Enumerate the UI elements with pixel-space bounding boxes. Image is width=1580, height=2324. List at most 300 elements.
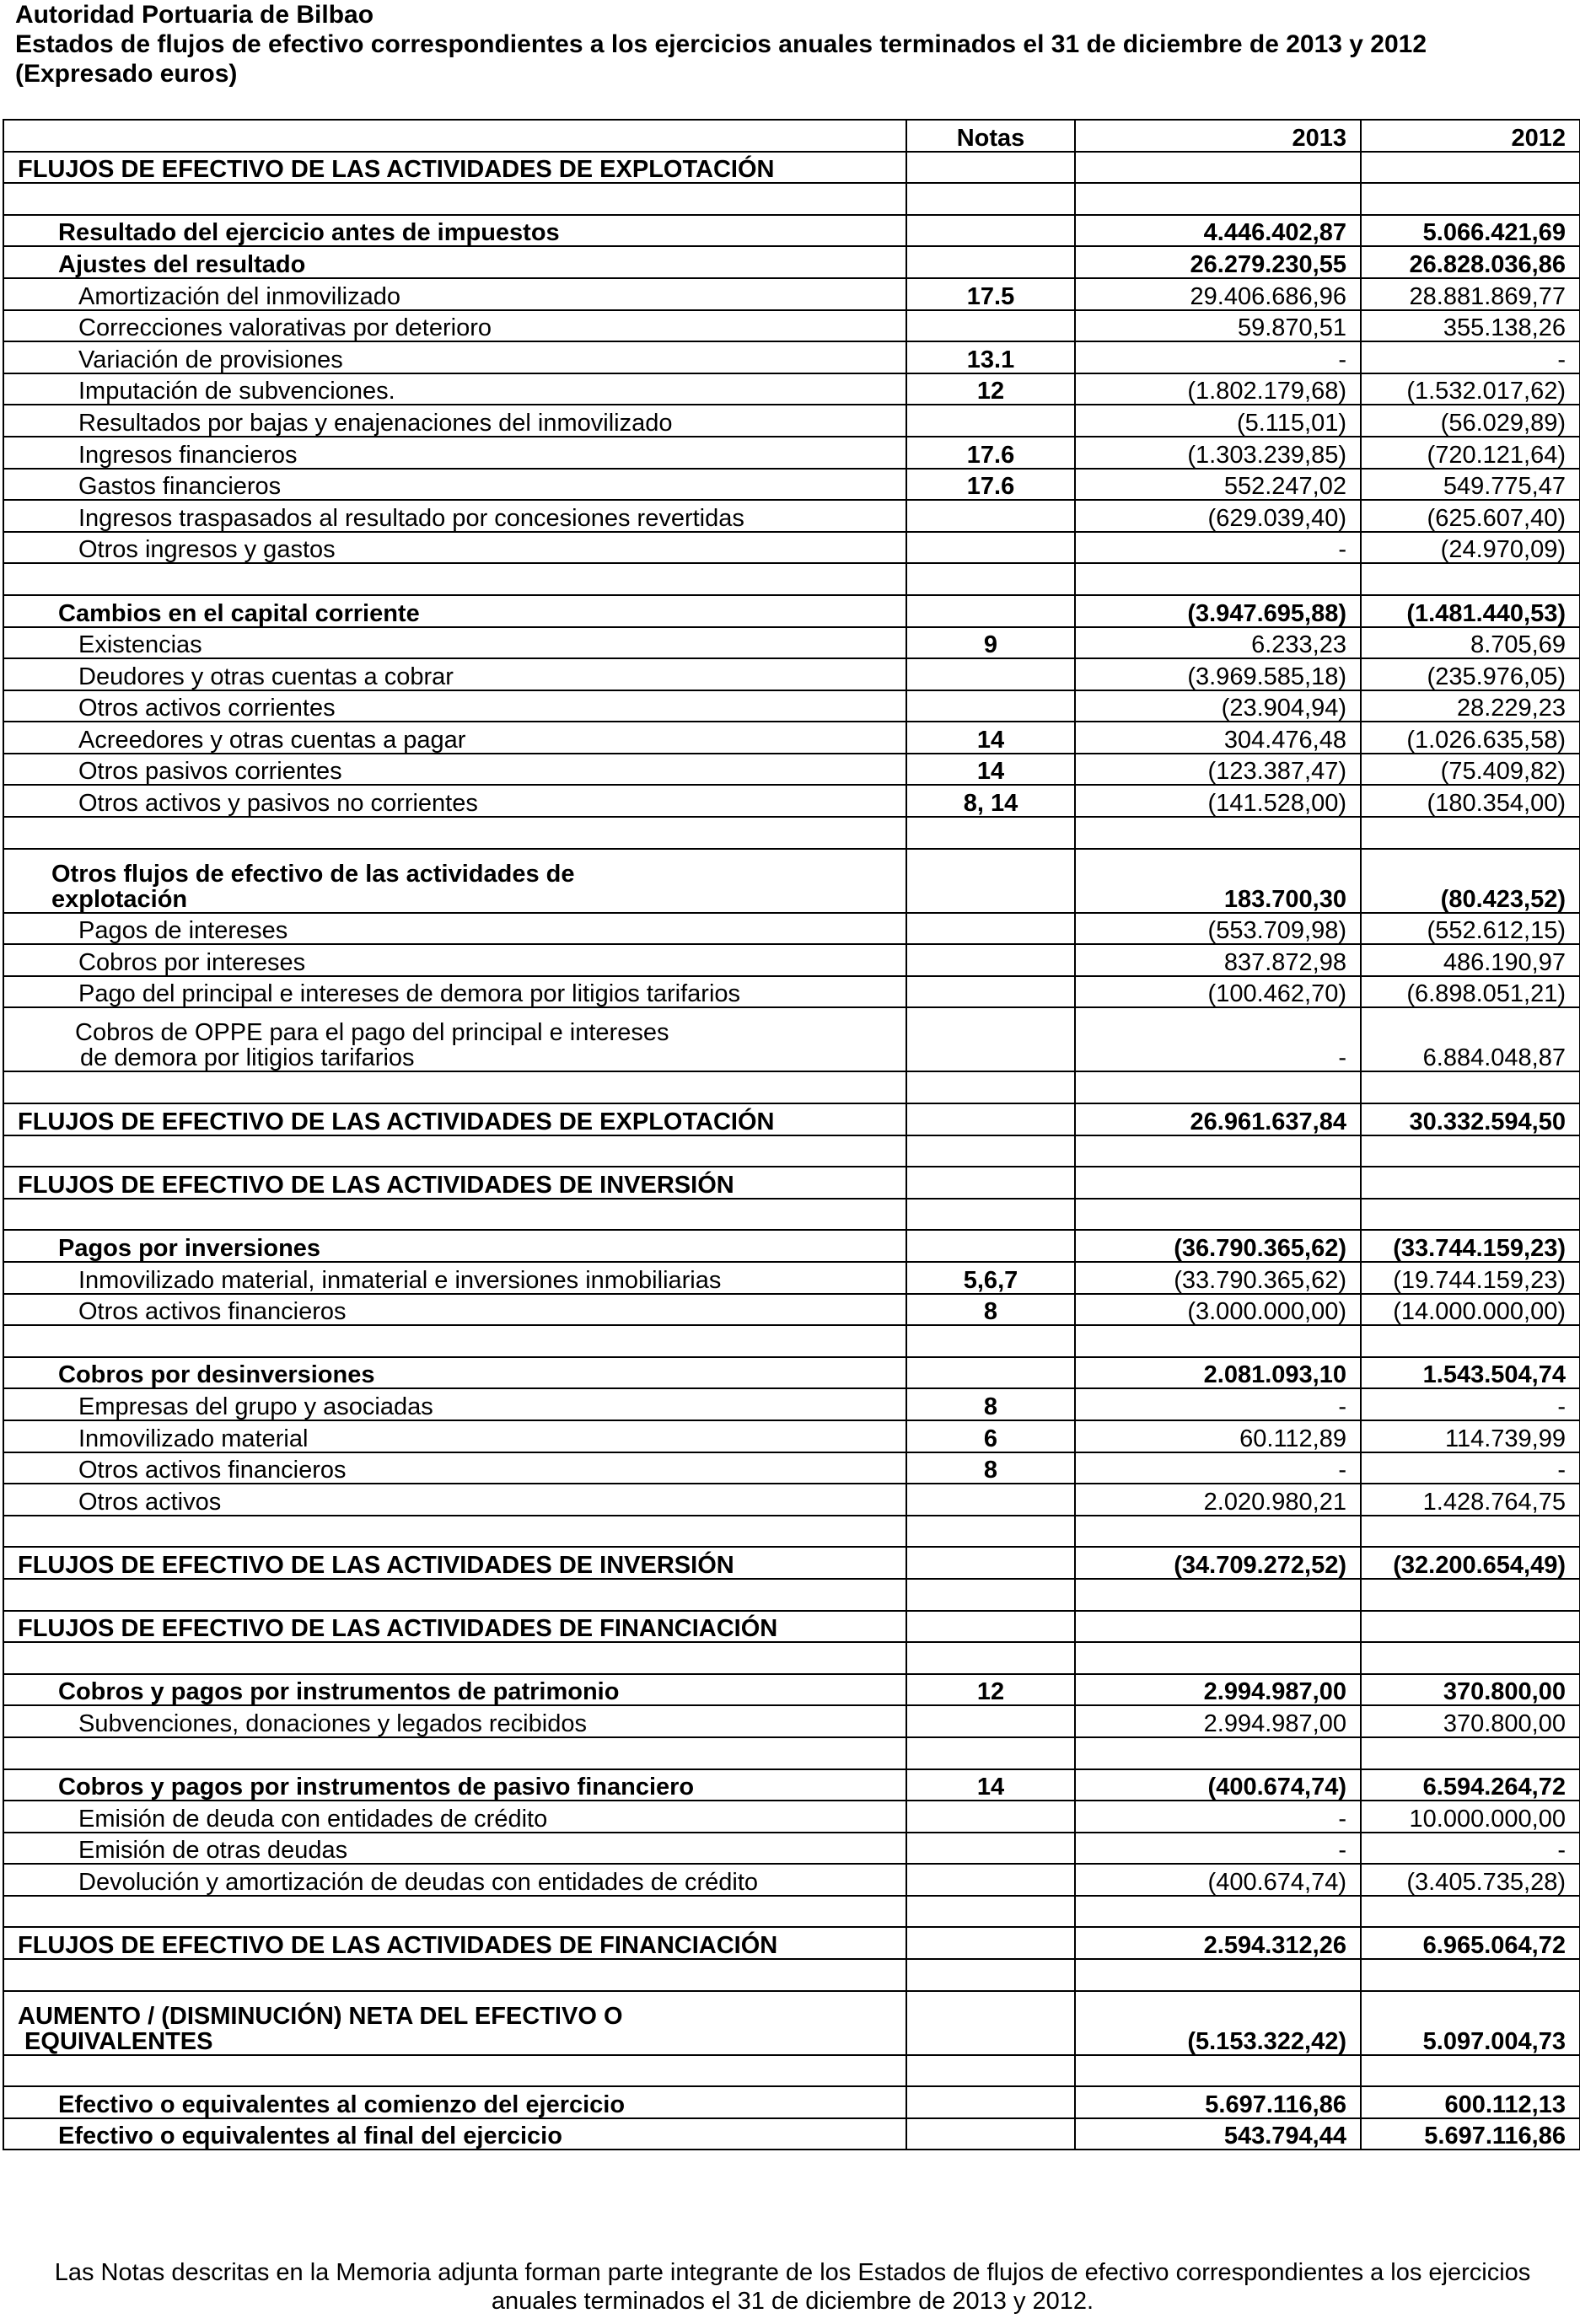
row-value-2013: (3.969.585,18) [1075,658,1361,690]
row-label-line1: AUMENTO / (DISMINUCIÓN) NETA DEL EFECTIVO O [18,2002,623,2030]
blank-row [3,1579,1580,1611]
row-value-2012: 28.229,23 [1361,690,1580,722]
row-value-2013 [1075,183,1361,215]
blank-row [3,1737,1580,1769]
row-notas [906,1007,1075,1071]
header-label-cell [3,120,906,152]
row-label: Devolución y amortización de deudas con entidades de crédito [3,1864,906,1896]
table-row [3,1674,1580,1706]
row-notas: 9 [906,627,1075,659]
row-value-2012 [1361,1959,1580,1991]
table-row [3,1230,1580,1262]
row-label [3,817,906,849]
row-label [3,1737,906,1769]
row-value-2012 [1361,1071,1580,1103]
row-notas [906,976,1075,1008]
row-label: FLUJOS DE EFECTIVO DE LAS ACTIVIDADES DE FINANCIACIÓN [3,1927,906,1959]
row-label: Emisión de otras deudas [3,1833,906,1865]
row-value-2013: 2.081.093,10 [1075,1357,1361,1389]
table-row [3,785,1580,817]
row-value-2012: (180.354,00) [1361,785,1580,817]
table-row [3,1864,1580,1896]
table-row [3,1547,1580,1579]
table-row [3,246,1580,278]
row-notas [906,2086,1075,2118]
blank-row [3,1135,1580,1167]
row-notas [906,1737,1075,1769]
blank-row [3,1325,1580,1357]
table-row [3,152,1580,184]
row-notas [906,1199,1075,1231]
row-label [3,1325,906,1357]
row-value-2012: (56.029,89) [1361,405,1580,437]
row-label: Otros activos corrientes [3,690,906,722]
row-value-2013: (1.802.179,68) [1075,373,1361,405]
row-label [3,2055,906,2087]
row-value-2012: 1.543.504,74 [1361,1357,1580,1389]
row-value-2013: (553.709,98) [1075,913,1361,945]
row-value-2013: (3.947.695,88) [1075,595,1361,627]
row-value-2013: (629.039,40) [1075,500,1361,532]
row-notas: 8 [906,1452,1075,1484]
row-notas [906,1167,1075,1199]
row-value-2012: (6.898.051,21) [1361,976,1580,1008]
row-notas [906,1230,1075,1262]
row-value-2013: 552.247,02 [1075,469,1361,501]
table-row [3,532,1580,564]
row-notas: 14 [906,754,1075,786]
row-value-2013: (141.528,00) [1075,785,1361,817]
row-value-2012 [1361,2055,1580,2087]
row-value-2012 [1361,152,1580,184]
table-row [3,2118,1580,2150]
blank-row [3,563,1580,595]
row-label-line2: de demora por litigios tarifarios [80,1044,415,1072]
row-notas: 12 [906,373,1075,405]
table-row [3,913,1580,945]
row-label [3,563,906,595]
row-value-2013: 183.700,30 [1075,849,1361,913]
row-value-2012: 28.881.869,77 [1361,278,1580,310]
row-notas [906,1896,1075,1928]
table-row [3,690,1580,722]
row-label [3,1071,906,1103]
row-label: Pagos de intereses [3,913,906,945]
row-value-2012: 26.828.036,86 [1361,246,1580,278]
row-value-2012: 6.594.264,72 [1361,1769,1580,1801]
table-row [3,1769,1580,1801]
row-label-line2: explotación [51,885,188,913]
row-notas: 8 [906,1294,1075,1326]
row-notas [906,1579,1075,1611]
row-label: Cambios en el capital corriente [3,595,906,627]
row-label [3,1991,906,2055]
row-label: FLUJOS DE EFECTIVO DE LAS ACTIVIDADES DE EXPLOTACIÓN [3,152,906,184]
row-label: Existencias [3,627,906,659]
row-value-2013: - [1075,1833,1361,1865]
row-notas [906,1864,1075,1896]
row-label [3,1007,906,1071]
row-value-2012: 6.965.064,72 [1361,1927,1580,1959]
blank-row [3,1516,1580,1548]
row-value-2012: (24.970,09) [1361,532,1580,564]
row-value-2012: 5.066.421,69 [1361,215,1580,247]
table-row [3,976,1580,1008]
row-value-2012: - [1361,341,1580,373]
table-row [3,341,1580,373]
row-value-2012: 5.097.004,73 [1361,1991,1580,2055]
row-value-2013: 2.994.987,00 [1075,1705,1361,1737]
row-notas [906,849,1075,913]
row-value-2012 [1361,1167,1580,1199]
row-label: Efectivo o equivalentes al final del ejercicio [3,2118,906,2150]
row-notas [906,1484,1075,1516]
row-value-2012: (1.481.440,53) [1361,595,1580,627]
row-value-2013: - [1075,341,1361,373]
row-value-2012: (720.121,64) [1361,437,1580,469]
row-value-2013: - [1075,1007,1361,1071]
row-label [3,1896,906,1928]
entity-name: Autoridad Portuaria de Bilbao [15,1,374,29]
table-row [3,373,1580,405]
blank-row [3,1896,1580,1928]
row-value-2012 [1361,817,1580,849]
row-value-2013: - [1075,532,1361,564]
row-notas [906,1357,1075,1389]
header-year-2012: 2012 [1361,120,1580,152]
table-row [3,2086,1580,2118]
row-value-2012: 486.190,97 [1361,944,1580,976]
header-notas: Notas [906,120,1075,152]
row-value-2013 [1075,817,1361,849]
row-value-2013: (1.303.239,85) [1075,437,1361,469]
row-value-2013 [1075,1135,1361,1167]
row-notas [906,1611,1075,1643]
row-label [3,1579,906,1611]
row-label: Otros ingresos y gastos [3,532,906,564]
row-notas [906,1705,1075,1737]
row-notas [906,817,1075,849]
footnote: Las Notas descritas en la Memoria adjunta forman parte integrante de los Estados de flujos de efectivo correspondientes a los ejercicios anuales terminados el 31 de diciembre de 2013 y 2012. [54,2259,1531,2315]
row-value-2013: (5.115,01) [1075,405,1361,437]
blank-row [3,1959,1580,1991]
row-value-2013: (400.674,74) [1075,1864,1361,1896]
row-value-2012: (33.744.159,23) [1361,1230,1580,1262]
table-row [3,437,1580,469]
row-value-2012: (235.976,05) [1361,658,1580,690]
row-notas [906,1103,1075,1135]
row-value-2013: (400.674,74) [1075,1769,1361,1801]
row-notas [906,532,1075,564]
table-row [3,310,1580,342]
row-label: Pago del principal e intereses de demora por litigios tarifarios [3,976,906,1008]
row-value-2013: 543.794,44 [1075,2118,1361,2150]
row-value-2012 [1361,1896,1580,1928]
row-label [3,183,906,215]
row-notas [906,944,1075,976]
row-value-2013: (3.000.000,00) [1075,1294,1361,1326]
row-label: Pagos por inversiones [3,1230,906,1262]
row-value-2013: (34.709.272,52) [1075,1547,1361,1579]
table-row [3,1927,1580,1959]
row-label: Resultado del ejercicio antes de impuestos [3,215,906,247]
table-row [3,595,1580,627]
header-year-2013: 2013 [1075,120,1361,152]
row-label: Amortización del inmovilizado [3,278,906,310]
row-label: Variación de provisiones [3,341,906,373]
row-value-2012: 600.112,13 [1361,2086,1580,2118]
statement-title: Estados de flujos de efectivo correspondientes a los ejercicios anuales terminados el 31 de diciembre de 2013 y 2012 [15,30,1427,58]
row-value-2013 [1075,1516,1361,1548]
row-notas: 14 [906,722,1075,754]
row-notas [906,183,1075,215]
row-label [3,1199,906,1231]
row-value-2013: (36.790.365,62) [1075,1230,1361,1262]
row-label: Imputación de subvenciones. [3,373,906,405]
table-row [3,722,1580,754]
row-value-2013: 5.697.116,86 [1075,2086,1361,2118]
row-value-2013 [1075,1611,1361,1643]
row-notas: 17.5 [906,278,1075,310]
row-notas: 12 [906,1674,1075,1706]
table-row [3,754,1580,786]
row-value-2012: 5.697.116,86 [1361,2118,1580,2150]
row-value-2013 [1075,1167,1361,1199]
blank-row [3,183,1580,215]
row-value-2012 [1361,563,1580,595]
row-notas [906,1135,1075,1167]
row-value-2013: (33.790.365,62) [1075,1262,1361,1294]
row-label: Otros activos [3,1484,906,1516]
units-note: (Expresado euros) [15,60,238,88]
row-notas: 14 [906,1769,1075,1801]
table-row [3,849,1580,913]
row-value-2012: (3.405.735,28) [1361,1864,1580,1896]
blank-row [3,2055,1580,2087]
row-label: Efectivo o equivalentes al comienzo del ejercicio [3,2086,906,2118]
row-label [3,849,906,913]
row-label: Inmovilizado material, inmaterial e inversiones inmobiliarias [3,1262,906,1294]
row-notas [906,1991,1075,2055]
row-notas: 8 [906,1388,1075,1420]
row-value-2012: 10.000.000,00 [1361,1801,1580,1833]
table-row [3,1103,1580,1135]
table-row [3,1294,1580,1326]
row-value-2012 [1361,1579,1580,1611]
row-notas [906,2055,1075,2087]
row-label: Ingresos financieros [3,437,906,469]
row-value-2013: 837.872,98 [1075,944,1361,976]
row-label: Emisión de deuda con entidades de crédito [3,1801,906,1833]
row-value-2012 [1361,1642,1580,1674]
cash-flow-table [3,119,1580,2150]
row-value-2013: (23.904,94) [1075,690,1361,722]
row-label [3,1135,906,1167]
row-value-2012: (625.607,40) [1361,500,1580,532]
row-value-2012: (1.532.017,62) [1361,373,1580,405]
row-notas [906,1927,1075,1959]
row-value-2013 [1075,2055,1361,2087]
row-label: FLUJOS DE EFECTIVO DE LAS ACTIVIDADES DE EXPLOTACIÓN [3,1103,906,1135]
table-row [3,1007,1580,1071]
table-row [3,1833,1580,1865]
row-label-line2: EQUIVALENTES [18,2027,213,2055]
row-value-2013: 29.406.686,96 [1075,278,1361,310]
row-label-line1: Otros flujos de efectivo de las actividades de [51,860,575,888]
cash-flow-body [3,152,1580,2150]
row-notas [906,1642,1075,1674]
row-value-2012: - [1361,1833,1580,1865]
row-value-2013: (123.387,47) [1075,754,1361,786]
row-value-2012 [1361,1325,1580,1357]
row-value-2013: 304.476,48 [1075,722,1361,754]
row-notas: 6 [906,1420,1075,1452]
row-value-2013 [1075,1199,1361,1231]
row-notas [906,405,1075,437]
row-label: Otros activos financieros [3,1452,906,1484]
row-notas: 17.6 [906,469,1075,501]
row-notas: 5,6,7 [906,1262,1075,1294]
row-value-2013: 2.994.987,00 [1075,1674,1361,1706]
row-value-2013 [1075,152,1361,184]
row-value-2013: 26.279.230,55 [1075,246,1361,278]
row-label: FLUJOS DE EFECTIVO DE LAS ACTIVIDADES DE FINANCIACIÓN [3,1611,906,1643]
row-notas [906,913,1075,945]
row-notas [906,563,1075,595]
table-row [3,1167,1580,1199]
row-notas [906,215,1075,247]
row-value-2013 [1075,1642,1361,1674]
table-row [3,1991,1580,2055]
table-row [3,1420,1580,1452]
row-label: Correcciones valorativas por deterioro [3,310,906,342]
row-notas [906,246,1075,278]
row-notas [906,1071,1075,1103]
table-row [3,1801,1580,1833]
row-notas [906,152,1075,184]
row-label [3,1642,906,1674]
row-notas: 17.6 [906,437,1075,469]
row-value-2012 [1361,1611,1580,1643]
row-value-2012: (552.612,15) [1361,913,1580,945]
blank-row [3,1199,1580,1231]
table-row [3,1262,1580,1294]
row-value-2012: (14.000.000,00) [1361,1294,1580,1326]
row-value-2012: 1.428.764,75 [1361,1484,1580,1516]
row-value-2012: (75.409,82) [1361,754,1580,786]
row-value-2013: 2.020.980,21 [1075,1484,1361,1516]
blank-row [3,817,1580,849]
row-notas [906,1516,1075,1548]
table-row [3,215,1580,247]
row-value-2013: - [1075,1801,1361,1833]
row-notas [906,310,1075,342]
row-value-2013 [1075,1737,1361,1769]
table-row [3,658,1580,690]
row-value-2013: - [1075,1388,1361,1420]
row-value-2012 [1361,183,1580,215]
row-notas [906,690,1075,722]
row-label [3,1516,906,1548]
blank-row [3,1071,1580,1103]
row-label: Cobros y pagos por instrumentos de pasivo financiero [3,1769,906,1801]
row-value-2012: (1.026.635,58) [1361,722,1580,754]
blank-row [3,1642,1580,1674]
row-label: Resultados por bajas y enajenaciones del inmovilizado [3,405,906,437]
row-value-2013: 59.870,51 [1075,310,1361,342]
row-value-2013: 6.233,23 [1075,627,1361,659]
row-value-2013 [1075,1896,1361,1928]
row-notas: 13.1 [906,341,1075,373]
row-value-2012: 8.705,69 [1361,627,1580,659]
row-label [3,1959,906,1991]
row-value-2012: (32.200.654,49) [1361,1547,1580,1579]
row-label: Otros activos financieros [3,1294,906,1326]
table-row [3,469,1580,501]
row-value-2012: - [1361,1388,1580,1420]
row-value-2012 [1361,1737,1580,1769]
table-row [3,1484,1580,1516]
row-value-2012: 114.739,99 [1361,1420,1580,1452]
row-label: Ajustes del resultado [3,246,906,278]
row-label-line1: Cobros de OPPE para el pago del principal e intereses [75,1019,669,1047]
table-row [3,1611,1580,1643]
row-notas: 8, 14 [906,785,1075,817]
row-value-2012 [1361,1135,1580,1167]
row-notas [906,1547,1075,1579]
row-notas [906,2118,1075,2150]
table-row [3,500,1580,532]
row-value-2013 [1075,1579,1361,1611]
row-value-2012 [1361,1199,1580,1231]
row-label: FLUJOS DE EFECTIVO DE LAS ACTIVIDADES DE INVERSIÓN [3,1167,906,1199]
row-value-2013: (100.462,70) [1075,976,1361,1008]
row-value-2013: (5.153.322,42) [1075,1991,1361,2055]
row-label: Otros activos y pasivos no corrientes [3,785,906,817]
row-value-2012: 30.332.594,50 [1361,1103,1580,1135]
row-value-2012: 370.800,00 [1361,1705,1580,1737]
row-value-2012: 370.800,00 [1361,1674,1580,1706]
row-value-2012: - [1361,1452,1580,1484]
table-header-row [3,120,1580,152]
row-label: Gastos financieros [3,469,906,501]
table-row [3,1705,1580,1737]
row-value-2012 [1361,1516,1580,1548]
table-row [3,1388,1580,1420]
row-label: Cobros y pagos por instrumentos de patrimonio [3,1674,906,1706]
row-notas [906,500,1075,532]
document-header [15,0,1427,89]
row-value-2013: 2.594.312,26 [1075,1927,1361,1959]
table-row [3,1452,1580,1484]
table-row [3,278,1580,310]
row-value-2012: 355.138,26 [1361,310,1580,342]
row-label: Cobros por intereses [3,944,906,976]
row-value-2013: - [1075,1452,1361,1484]
row-notas [906,1325,1075,1357]
row-value-2012: 549.775,47 [1361,469,1580,501]
row-label: Deudores y otras cuentas a cobrar [3,658,906,690]
table-row [3,627,1580,659]
row-value-2012: 6.884.048,87 [1361,1007,1580,1071]
row-value-2013 [1075,563,1361,595]
row-notas [906,1801,1075,1833]
row-label: FLUJOS DE EFECTIVO DE LAS ACTIVIDADES DE INVERSIÓN [3,1547,906,1579]
row-notas [906,658,1075,690]
row-value-2013: 4.446.402,87 [1075,215,1361,247]
row-notas [906,1833,1075,1865]
table-row [3,1357,1580,1389]
